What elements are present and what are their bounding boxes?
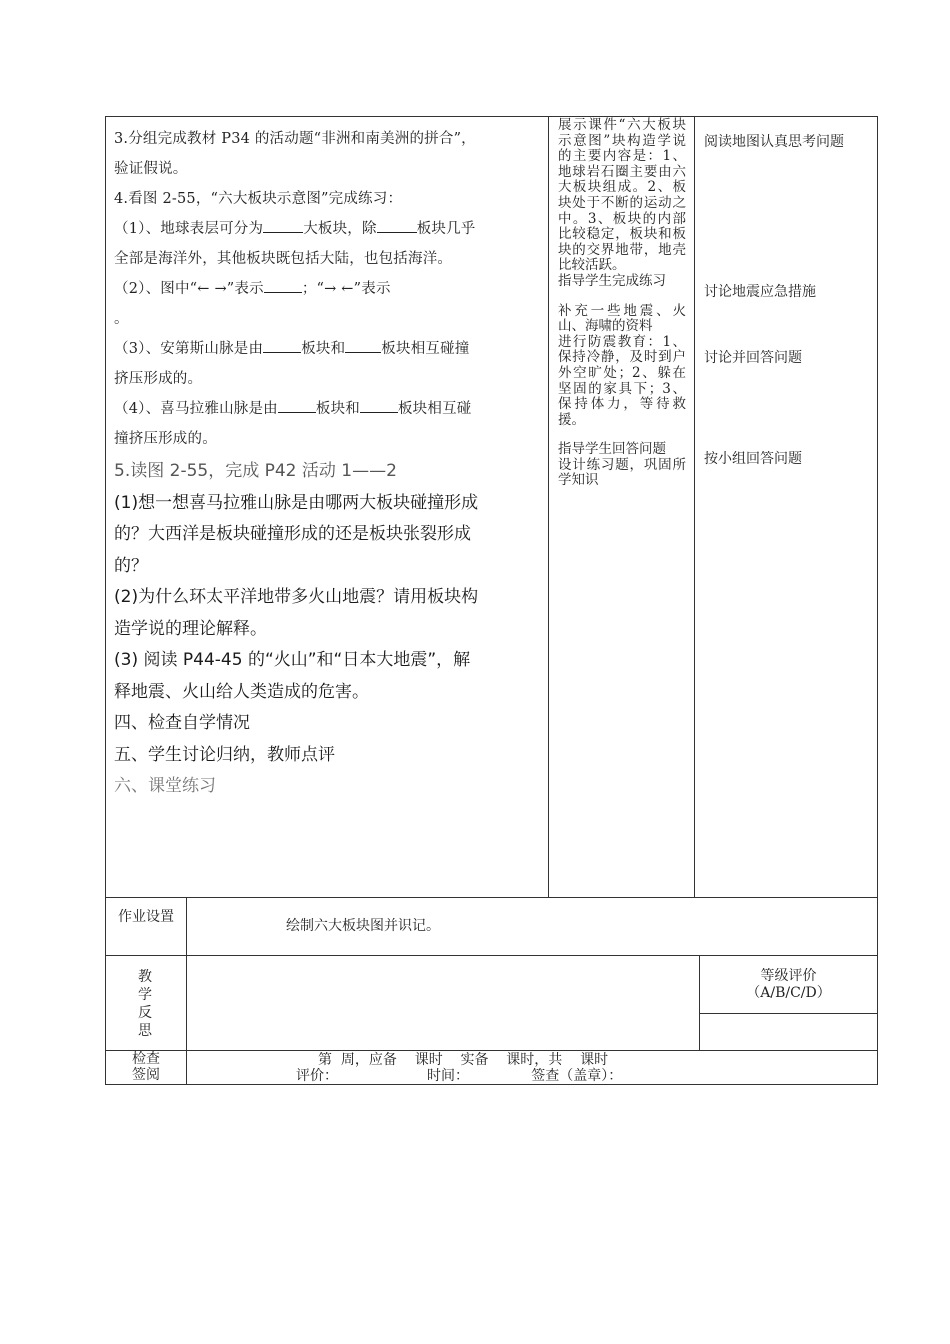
question-4-cont: 撞挤压形成的。: [114, 431, 217, 447]
row-divider: [105, 955, 878, 956]
question-2-cont: 。: [114, 311, 129, 327]
teacher-note: 设计练习题，巩固所学知识: [558, 456, 686, 489]
section-5-q1-cont: 的？大西洋是板块碰撞形成的还是板块张裂形成: [114, 524, 471, 544]
question-3-cont: 挤压形成的。: [114, 371, 203, 387]
grade-options: （A/B/C/D）: [746, 985, 831, 1001]
question-4: （4）、喜马拉雅山脉是由 板块和 板块相互碰: [114, 394, 544, 424]
review-line-2: 评价： 时间： 签查（盖章）：: [296, 1068, 623, 1084]
section-5-q2-cont: 造学说的理论解释。: [114, 618, 267, 639]
homework-label: 作业设置: [118, 909, 174, 925]
activity-4: 4.看图 2-55，“六大板块示意图”完成练习：: [114, 191, 403, 207]
question-1-cont: 全部是海洋外，其他板块既包括大陆，也包括海洋。: [114, 251, 453, 267]
row-divider: [105, 897, 878, 898]
section-5-q1-cont: 的？: [114, 555, 148, 576]
section-5-title: 5.读图 2-55，完成 P42 活动 1——2: [114, 461, 397, 481]
question-1: （1）、地球表层可分为 大板块，除 板块几乎: [114, 214, 544, 244]
main-content-column: [114, 124, 544, 803]
teacher-activity-column: [558, 118, 686, 489]
section-5-q3-cont: 释地震、火山给人类造成的危害。: [114, 681, 369, 702]
teacher-note: 补充一些地震、火山、海啸的资料: [558, 302, 686, 335]
student-activity: 讨论地震应急措施: [704, 284, 816, 300]
teacher-note: 指导学生完成练习: [558, 272, 666, 289]
teacher-note: 进行防震教育：1、保持冷静，及时到户外空旷处；2、躲在坚固的家具下；3、保持体力，等待救援。: [558, 333, 686, 428]
section-5-q2: (2)为什么环太平洋地带多火山地震？请用板块构: [114, 587, 479, 607]
heading-4: 四、检查自学情况: [114, 713, 250, 733]
activity-3: 3.分组完成教材 P34 的活动题“非洲和南美洲的拼合”，: [114, 131, 476, 147]
teacher-note: 展示课件“六大板块示意图”块构造学说的主要内容是：1、地球岩石圈主要由六大板块组成。2、板块处于不断的运动之中。3、板块的内部比较稳定，板块和板块的交界地带，地壳比较活跃。: [558, 117, 686, 274]
label-column-divider: [186, 897, 187, 1085]
teacher-note: 指导学生回答问题: [558, 441, 666, 458]
student-activity: 按小组回答问题: [704, 451, 802, 467]
review-label: 检查签阅: [132, 1051, 160, 1083]
question-2: （2）、图中“← →”表示 ；“→ ←”表示: [114, 274, 544, 304]
activity-3-cont: 验证假说。: [114, 161, 188, 177]
row-divider: [105, 1050, 878, 1051]
column-divider: [548, 116, 549, 897]
column-divider: [694, 116, 695, 897]
grade-label: 等级评价: [760, 968, 817, 984]
review-line-1: 第 周，应备 课时 实备 课时，共 课时: [318, 1052, 609, 1068]
homework-content: 绘制六大板块图并识记。: [286, 918, 440, 934]
student-activity: 讨论并回答问题: [704, 350, 802, 366]
student-activity: 阅读地图认真思考问题: [704, 134, 844, 150]
section-5-q3: (3) 阅读 P44-45 的“火山”和“日本大地震”，解: [114, 650, 471, 670]
reflection-label: 教学反思: [138, 969, 152, 1039]
heading-5: 五、学生讨论归纳，教师点评: [114, 744, 335, 765]
question-3: （3）、安第斯山脉是由 板块和 板块相互碰撞: [114, 334, 544, 364]
heading-6: 六、课堂练习: [114, 776, 216, 796]
section-5-q1: (1)想一想喜马拉雅山脉是由哪两大板块碰撞形成: [114, 492, 479, 513]
grade-row-divider: [699, 1013, 878, 1014]
